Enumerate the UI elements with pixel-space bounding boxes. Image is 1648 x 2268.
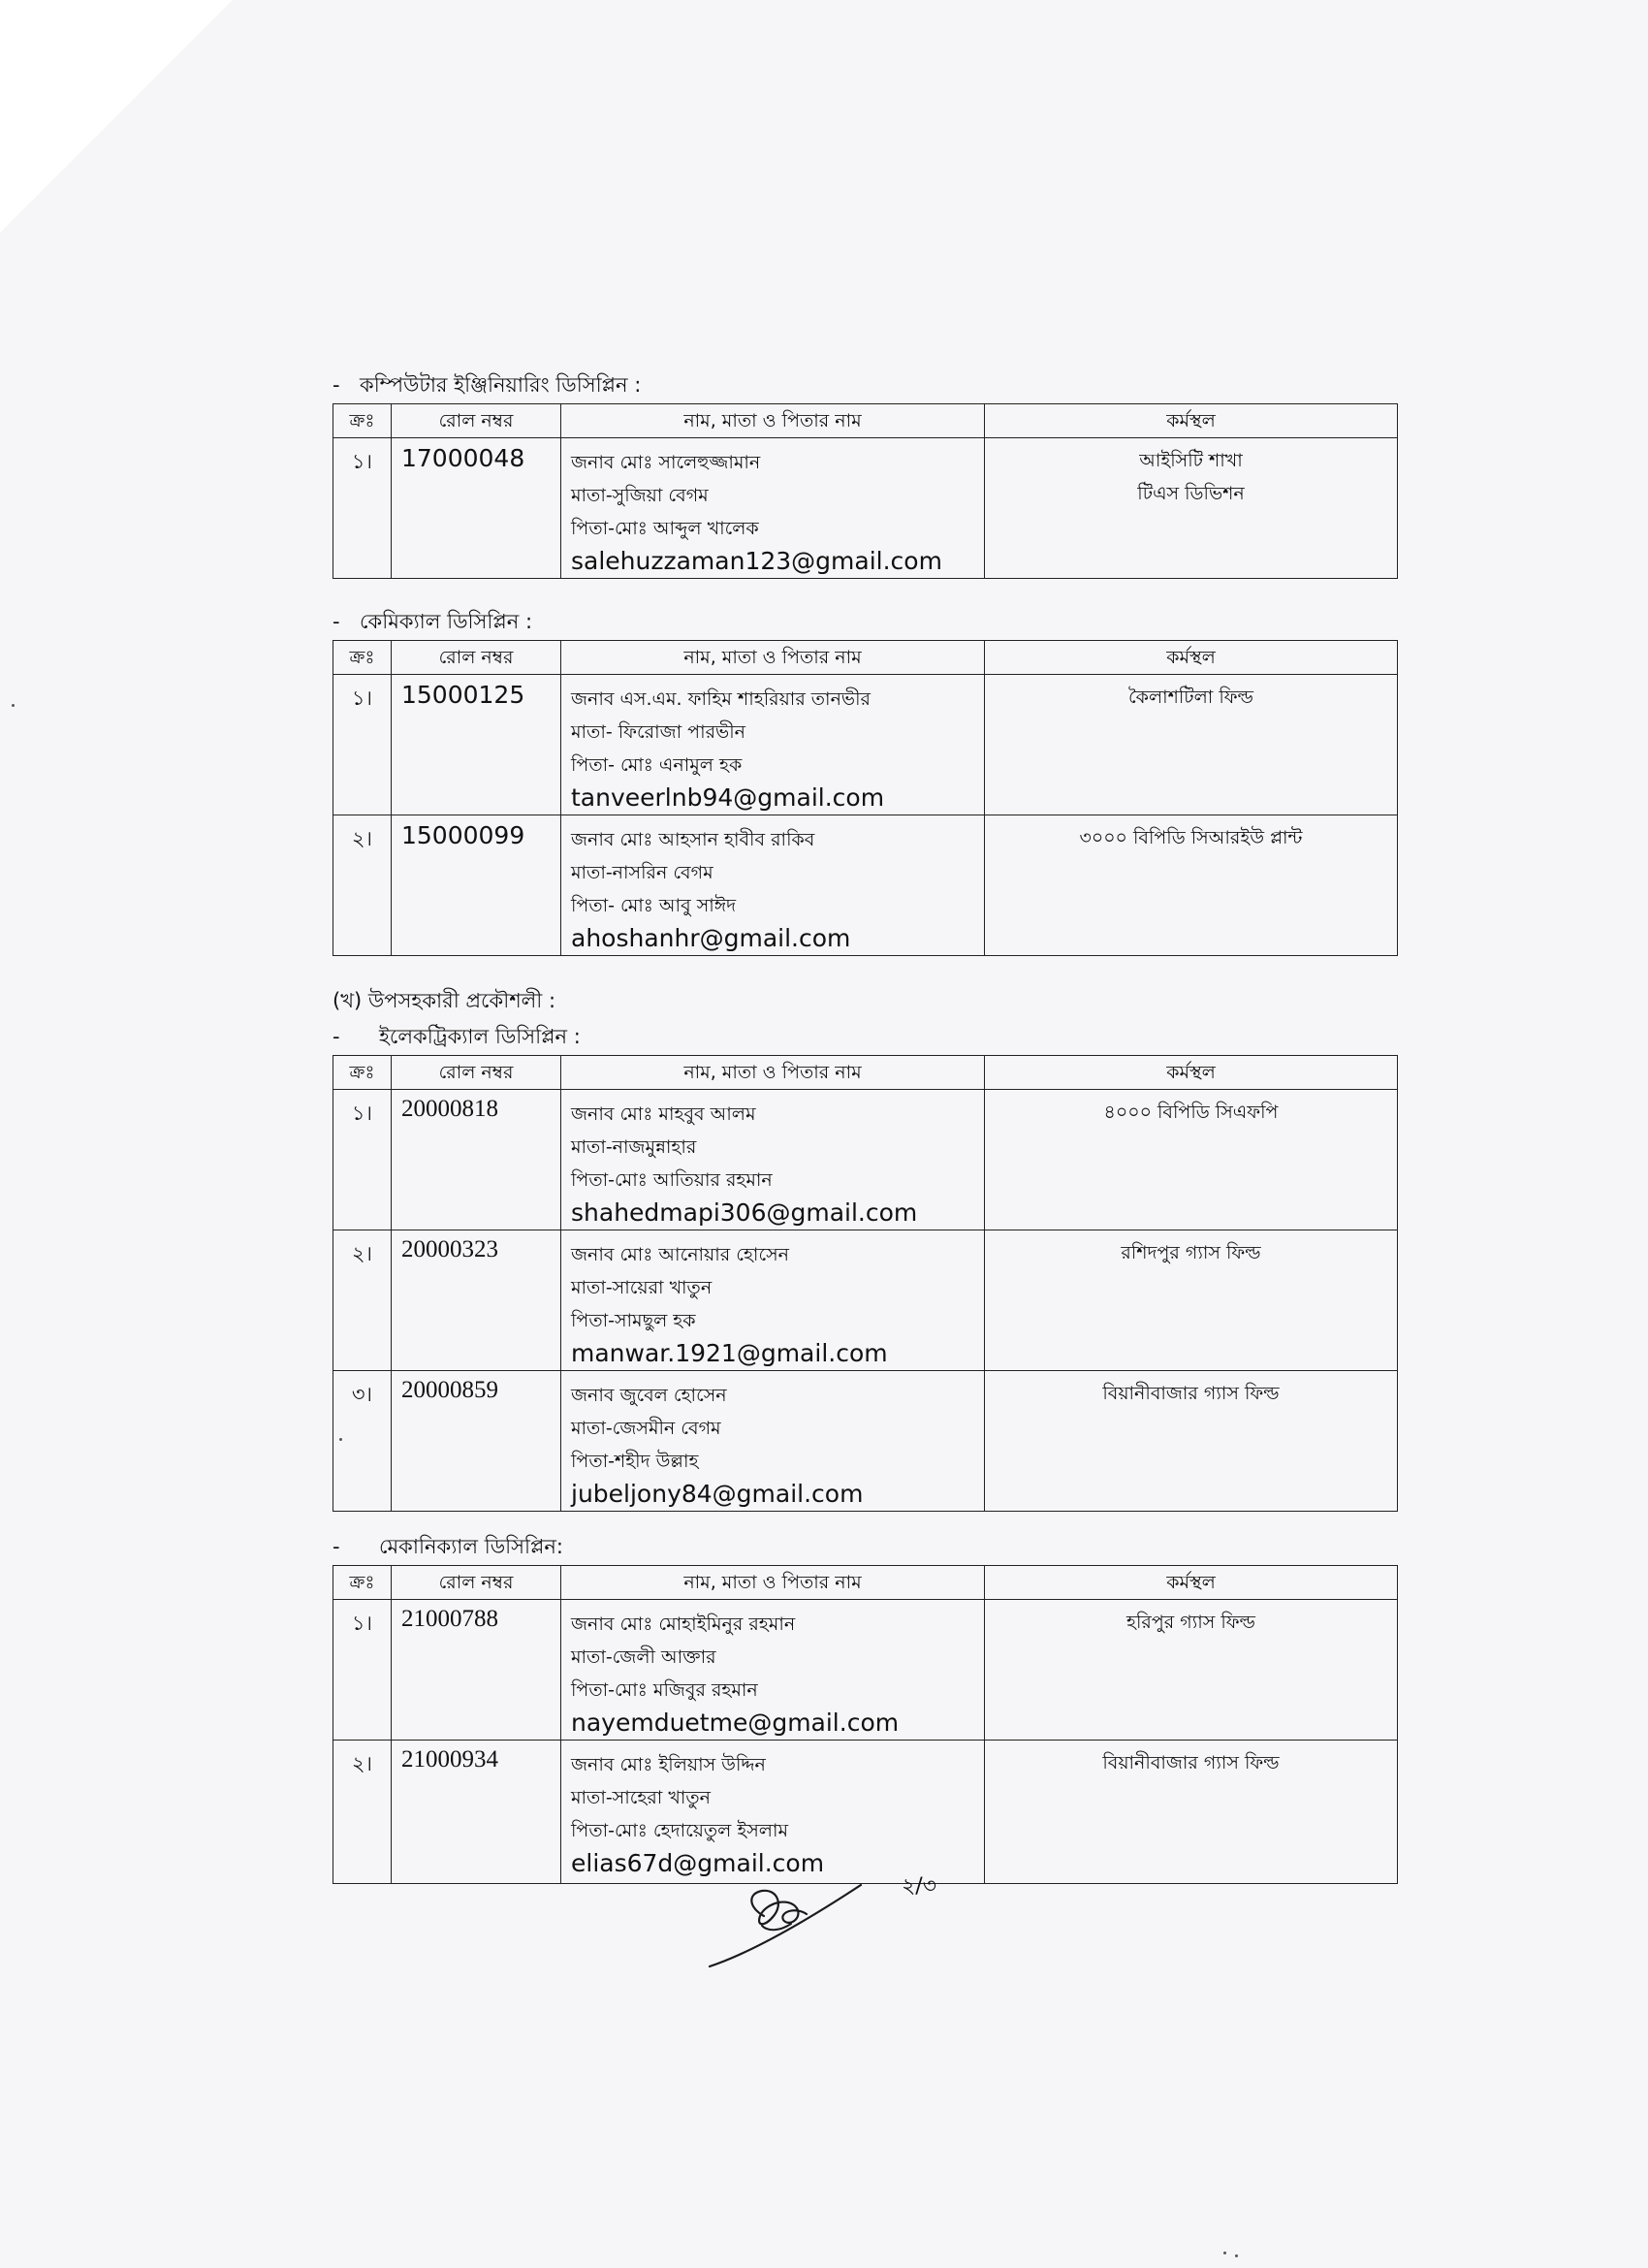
serial-cell: ২। <box>333 1230 392 1371</box>
roll-cell: 20000859 <box>392 1371 561 1512</box>
section-electrical <box>333 1022 1399 1512</box>
section-mechanical <box>333 1532 1399 1884</box>
workplace-cell <box>985 815 1398 956</box>
email-text: shahedmapi306@gmail.com <box>571 1198 918 1227</box>
roll-cell: 20000323 <box>392 1230 561 1371</box>
mother-text: মাতা-সায়েরা খাতুন <box>571 1277 713 1298</box>
header-serial: ক্রঃ <box>333 1566 392 1600</box>
table-row <box>333 1600 1398 1741</box>
mother-text: মাতা-জেসমীন বেগম <box>571 1418 721 1439</box>
workplace-cell <box>985 1371 1398 1512</box>
header-name: নাম, মাতা ও পিতার নাম <box>561 404 985 438</box>
header-name: নাম, মাতা ও পিতার নাম <box>561 1566 985 1600</box>
name-text: জনাব মোঃ ইলিয়াস উদ্দিন <box>571 1754 766 1775</box>
workplace-line: টিএস ডিভিশন <box>1137 483 1245 504</box>
chemical-table <box>333 640 1398 956</box>
name-text: জনাব মোঃ মাহবুব আলম <box>571 1103 756 1125</box>
serial-cell: ১। <box>333 438 392 579</box>
electrical-table <box>333 1055 1398 1512</box>
name-text: জনাব এস.এম. ফাহিম শাহরিয়ার তানভীর <box>571 688 871 710</box>
scan-speck <box>1223 2252 1226 2254</box>
scan-speck <box>12 704 15 707</box>
email-text: jubeljony84@gmail.com <box>571 1480 864 1508</box>
name-text: জনাব মোঃ মোহাইমিনুর রহমান <box>571 1613 796 1635</box>
email-text: tanveerlnb94@gmail.com <box>571 783 885 812</box>
header-roll: রোল নম্বর <box>392 404 561 438</box>
father-text: পিতা-মোঃ মজিবুর রহমান <box>571 1679 758 1701</box>
mother-text: মাতা- ফিরোজা পারভীন <box>571 721 745 743</box>
workplace-line: আইসিটি শাখা <box>1139 450 1243 471</box>
header-serial: ক্রঃ <box>333 1056 392 1090</box>
name-cell <box>561 1371 985 1512</box>
table-row <box>333 1741 1398 1884</box>
table-row <box>333 1230 1398 1371</box>
name-cell <box>561 675 985 815</box>
roll-cell: 15000099 <box>392 815 561 956</box>
group-title: (খ) উপসহকারী প্রকৌশলী : <box>333 989 556 1012</box>
father-text: পিতা- মোঃ আবু সাঈদ <box>571 895 737 916</box>
workplace-cell <box>985 1090 1398 1230</box>
mother-text: মাতা-জেলী আক্তার <box>571 1646 716 1668</box>
name-cell <box>561 438 985 579</box>
name-text: জনাব মোঃ সালেহুজ্জামান <box>571 452 761 473</box>
workplace-cell <box>985 438 1398 579</box>
folded-corner <box>0 0 233 233</box>
father-text: পিতা-সামছুল হক <box>571 1310 696 1331</box>
father-text: পিতা-মোঃ আতিয়ার রহমান <box>571 1169 773 1191</box>
serial-cell: ২। <box>333 815 392 956</box>
header-workplace: কর্মস্থল <box>985 1566 1398 1600</box>
workplace-line: ৩০০০ বিপিডি সিআরইউ প্লান্ট <box>1079 827 1303 848</box>
workplace-line: কৈলাশটিলা ফিল্ড <box>1127 687 1254 708</box>
name-cell <box>561 1741 985 1884</box>
workplace-line: ৪০০০ বিপিডি সিএফপি <box>1103 1102 1279 1123</box>
email-text: manwar.1921@gmail.com <box>571 1339 888 1367</box>
roll-cell: 20000818 <box>392 1090 561 1230</box>
header-name: নাম, মাতা ও পিতার নাম <box>561 641 985 675</box>
name-text: জনাব জুবেল হোসেন <box>571 1385 727 1406</box>
table-row <box>333 1090 1398 1230</box>
table-header-row <box>333 641 1398 675</box>
header-roll: রোল নম্বর <box>392 641 561 675</box>
serial-cell: ২। <box>333 1741 392 1884</box>
header-workplace: কর্মস্থল <box>985 404 1398 438</box>
section-title: - মেকানিক্যাল ডিসিপ্লিন: <box>333 1535 563 1558</box>
table-row <box>333 675 1398 815</box>
name-cell <box>561 1600 985 1741</box>
section-title: - কেমিক্যাল ডিসিপ্লিন : <box>333 610 533 633</box>
father-text: পিতা-শহীদ উল্লাহ <box>571 1451 699 1472</box>
email-text: nayemduetme@gmail.com <box>571 1709 900 1737</box>
serial-cell: ৩। <box>333 1371 392 1512</box>
page-number: ২/৩ <box>902 1874 937 1899</box>
workplace-cell <box>985 1600 1398 1741</box>
mother-text: মাতা-সুজিয়া বেগম <box>571 485 709 506</box>
table-header-row <box>333 1566 1398 1600</box>
serial-cell: ১। <box>333 1090 392 1230</box>
table-row <box>333 1371 1398 1512</box>
serial-cell: ১। <box>333 1600 392 1741</box>
scan-speck <box>339 1438 342 1441</box>
name-cell <box>561 1090 985 1230</box>
workplace-line: রশিদপুর গ্যাস ফিল্ড <box>1121 1242 1261 1263</box>
section-title: - ইলেকট্রিক্যাল ডিসিপ্লিন : <box>333 1025 581 1048</box>
header-name: নাম, মাতা ও পিতার নাম <box>561 1056 985 1090</box>
workplace-line: বিয়ানীবাজার গ্যাস ফিল্ড <box>1102 1752 1280 1773</box>
header-workplace: কর্মস্থল <box>985 1056 1398 1090</box>
roll-cell: 21000934 <box>392 1741 561 1884</box>
name-text: জনাব মোঃ আনোয়ার হোসেন <box>571 1244 789 1265</box>
table-row <box>333 438 1398 579</box>
workplace-line: বিয়ানীবাজার গ্যাস ফিল্ড <box>1102 1383 1280 1404</box>
name-cell <box>561 1230 985 1371</box>
father-text: পিতা-মোঃ আব্দুল খালেক <box>571 518 759 539</box>
header-roll: রোল নম্বর <box>392 1566 561 1600</box>
serial-cell: ১। <box>333 675 392 815</box>
email-text: elias67d@gmail.com <box>571 1849 825 1877</box>
roll-cell: 21000788 <box>392 1600 561 1741</box>
workplace-line: হরিপুর গ্যাস ফিল্ড <box>1126 1612 1255 1633</box>
workplace-cell <box>985 675 1398 815</box>
header-workplace: কর্মস্থল <box>985 641 1398 675</box>
mother-text: মাতা-নাজমুন্নাহার <box>571 1136 697 1158</box>
table-header-row <box>333 404 1398 438</box>
handwritten-signature <box>706 1869 871 1976</box>
mother-text: মাতা-সাহেরা খাতুন <box>571 1787 711 1808</box>
section-computer-engineering <box>333 370 1399 579</box>
table-header-row <box>333 1056 1398 1090</box>
header-serial: ক্রঃ <box>333 404 392 438</box>
header-roll: রোল নম্বর <box>392 1056 561 1090</box>
section-chemical <box>333 607 1399 956</box>
roll-cell: 17000048 <box>392 438 561 579</box>
father-text: পিতা-মোঃ হেদায়েতুল ইসলাম <box>571 1820 789 1841</box>
computer-engineering-table <box>333 403 1398 579</box>
name-text: জনাব মোঃ আহসান হাবীব রাকিব <box>571 829 815 850</box>
email-text: salehuzzaman123@gmail.com <box>571 547 942 575</box>
mechanical-table <box>333 1565 1398 1884</box>
scan-speck <box>1235 2254 1238 2257</box>
workplace-cell <box>985 1230 1398 1371</box>
mother-text: মাতা-নাসরিন বেগম <box>571 862 713 883</box>
roll-cell: 15000125 <box>392 675 561 815</box>
father-text: পিতা- মোঃ এনামুল হক <box>571 754 743 776</box>
table-row <box>333 815 1398 956</box>
name-cell <box>561 815 985 956</box>
section-title: - কম্পিউটার ইঞ্জিনিয়ারিং ডিসিপ্লিন : <box>333 373 642 397</box>
workplace-cell <box>985 1741 1398 1884</box>
header-serial: ক্রঃ <box>333 641 392 675</box>
email-text: ahoshanhr@gmail.com <box>571 924 851 952</box>
